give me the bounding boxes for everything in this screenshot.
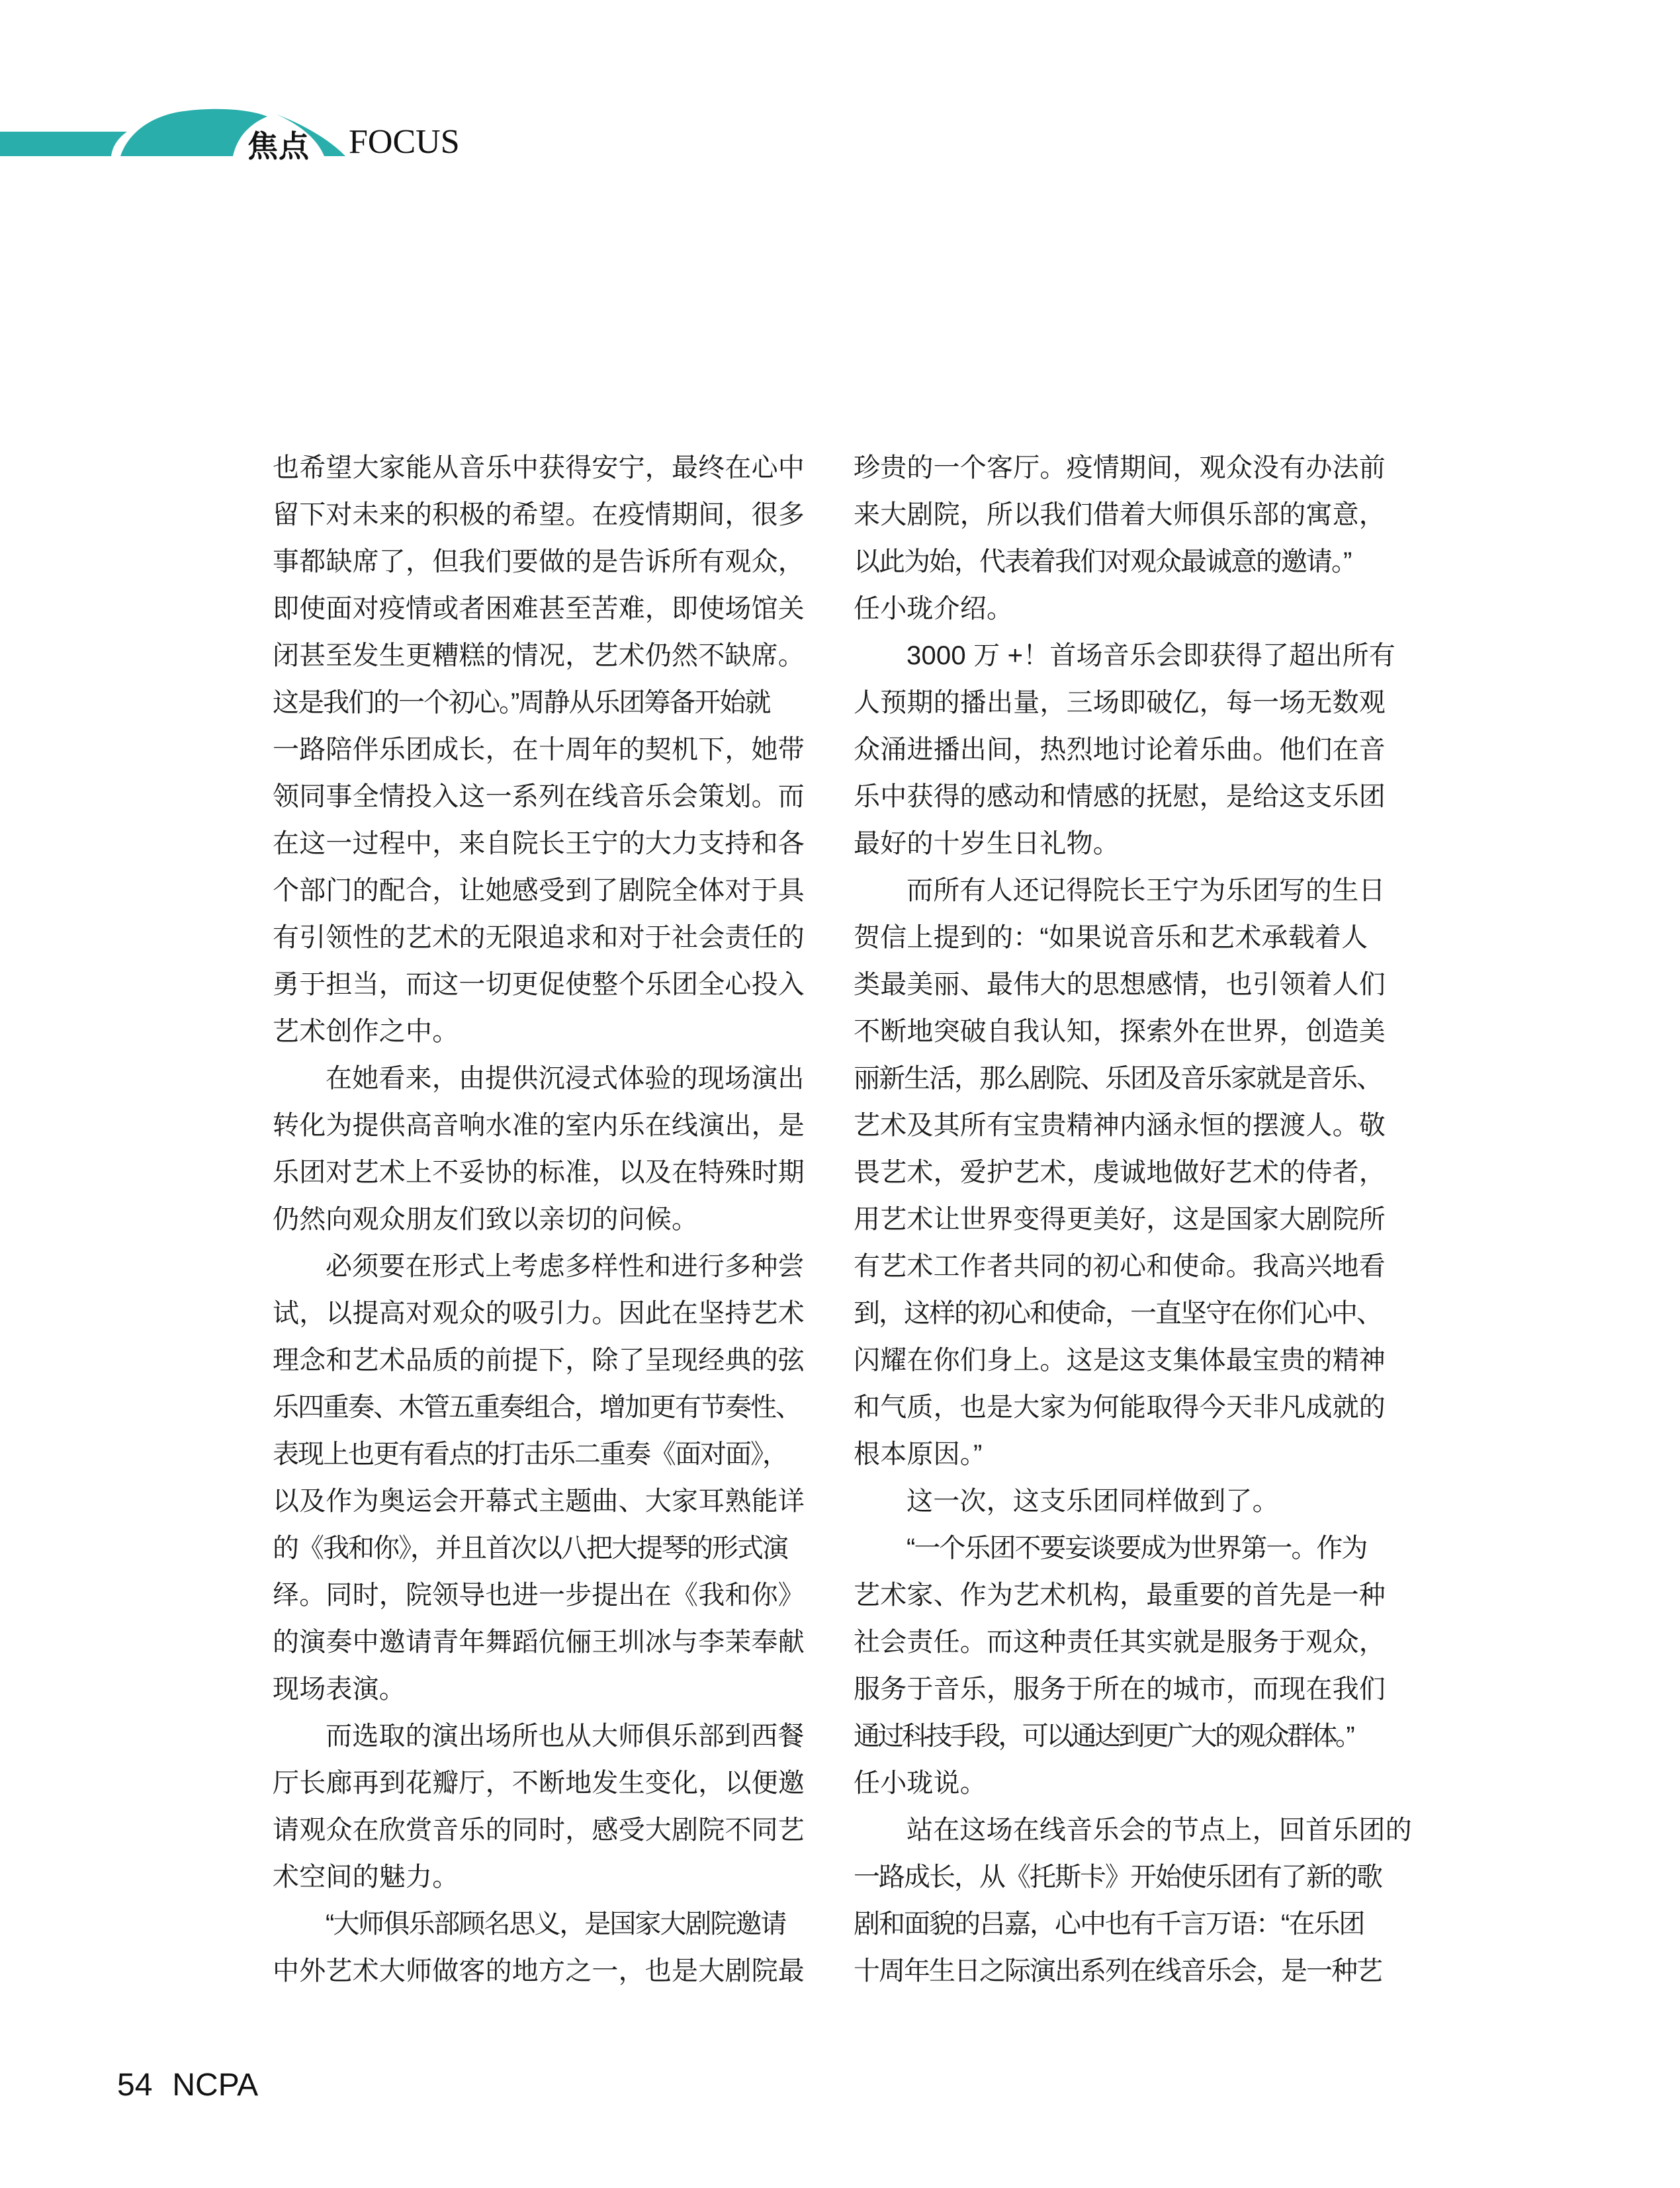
brand-label: NCPA [172,2068,259,2103]
text-line: 艺术及其所有宝贵精神内涵永恒的摆渡人。敬 [854,1111,1386,1140]
text-line: 十周年生日之际演出系列在线音乐会，是一种艺 [854,1956,1382,1986]
text-line: 珍贵的一个客厅。疫情期间，观众没有办法前 [854,453,1386,482]
text-line: 闭甚至发生更糟糕的情况，艺术仍然不缺席。 [273,641,805,670]
text-line: 的《我和你》，并且首次以八把大提琴的形式演 [273,1534,787,1563]
text-line: 不断地突破自我认知，探索外在世界，创造美 [854,1017,1386,1046]
text-line: 在她看来，由提供沉浸式体验的现场演出 [326,1064,805,1093]
text-line: 贺信上提到的：“如果说音乐和艺术承载着人 [854,923,1368,952]
text-line: “一个乐团不要妄谈要成为世界第一。作为 [906,1534,1367,1563]
text-line: 以此为始，代表着我们对观众最诚意的邀请。” [854,547,1351,576]
text-line: 也希望大家能从音乐中获得安宁，最终在心中 [273,453,805,482]
text-line: 勇于担当，而这一切更促使整个乐团全心投入 [273,970,805,999]
text-line: 理念和艺术品质的前提下，除了呈现经典的弦 [273,1346,805,1375]
text-line: 即使面对疫情或者困难甚至苦难，即使场馆关 [273,594,805,623]
text-line: 最好的十岁生日礼物。 [854,829,1120,858]
text-line: 根本原因。” [854,1440,983,1469]
text-line: 而选取的演出场所也从大师俱乐部到西餐 [326,1722,805,1751]
text-line: 乐中获得的感动和情感的抚慰，是给这支乐团 [854,782,1386,811]
text-line: 中外艺术大师做客的地方之一，也是大剧院最 [273,1956,805,1986]
text-line: 必须要在形式上考虑多样性和进行多种尝 [326,1252,805,1281]
section-title-english: FOCUS [349,123,460,161]
text-line: 而所有人还记得院长王宁为乐团写的生日 [906,876,1386,905]
text-line: 艺术创作之中。 [273,1017,459,1046]
text-line: 用艺术让世界变得更美好，这是国家大剧院所 [854,1205,1386,1234]
text-line: 乐四重奏、木管五重奏组合，增加更有节奏性、 [273,1393,801,1422]
text-line: 任小珑说。 [854,1769,987,1798]
text-line: “大师俱乐部顾名思义，是国家大剧院邀请 [326,1909,786,1939]
text-line: 来大剧院，所以我们借着大师俱乐部的寓意， [854,500,1386,529]
text-line: 剧和面貌的吕嘉，心中也有千言万语：“在乐团 [854,1909,1364,1939]
text-line: 闪耀在你们身上。这是这支集体最宝贵的精神 [854,1346,1386,1375]
text-line: 3000 万 +！首场音乐会即获得了超出所有 [906,641,1395,670]
text-line: 留下对未来的积极的希望。在疫情期间，很多 [273,500,805,529]
text-line: 艺术家、作为艺术机构，最重要的首先是一种 [854,1581,1386,1610]
text-line: 丽新生活，那么剧院、乐团及音乐家就是音乐、 [854,1064,1382,1093]
text-line: 有引领性的艺术的无限追求和对于社会责任的 [273,923,805,952]
text-line: 服务于音乐，服务于所在的城市，而现在我们 [854,1675,1386,1704]
text-line: 乐团对艺术上不妥协的标准，以及在特殊时期 [273,1158,805,1187]
text-line: 类最美丽、最伟大的思想感情，也引领着人们 [854,970,1386,999]
text-line: 的演奏中邀请青年舞蹈伉俪王圳冰与李茉奉献 [273,1628,805,1657]
text-line: 现场表演。 [273,1675,406,1704]
text-line: 站在这场在线音乐会的节点上，回首乐团的 [906,1816,1412,1845]
text-line: 个部门的配合，让她感受到了剧院全体对于具 [273,876,805,905]
header-dome-shape [120,109,267,156]
text-line: 转化为提供高音响水准的室内乐在线演出，是 [273,1111,805,1140]
text-line: 众涌进播出间，热烈地讨论着乐曲。他们在音 [854,735,1386,764]
text-line: 和气质，也是大家为何能取得今天非凡成就的 [854,1393,1386,1422]
text-line: 以及作为奥运会开幕式主题曲、大家耳熟能详 [273,1487,805,1516]
text-line: 任小珑介绍。 [854,594,1014,623]
text-line: 请观众在欣赏音乐的同时，感受大剧院不同艺 [273,1816,805,1845]
article-column-right [854,445,1412,1995]
text-line: 社会责任。而这种责任其实就是服务于观众， [854,1628,1386,1657]
article-column-left [273,445,804,1995]
text-line: 畏艺术，爱护艺术，虔诚地做好艺术的侍者， [854,1158,1386,1187]
page-footer [117,2070,258,2101]
text-line: 这一次，这支乐团同样做到了。 [906,1487,1279,1516]
text-line: 试，以提高对观众的吸引力。因此在坚持艺术 [273,1299,805,1328]
text-line: 通过科技手段，可以通达到更广大的观众群体。” [854,1722,1353,1751]
text-line: 到，这样的初心和使命，一直坚守在你们心中、 [854,1299,1382,1328]
text-line: 这是我们的一个初心。”周静从乐团筹备开始就 [273,688,770,717]
text-line: 绎。同时，院领导也进一步提出在《我和你》 [273,1581,805,1610]
text-line: 有艺术工作者共同的初心和使命。我高兴地看 [854,1252,1386,1281]
text-line: 领同事全情投入这一系列在线音乐会策划。而 [273,782,805,811]
header-bar-shape [0,132,127,156]
text-line: 表现上也更有看点的打击乐二重奏《面对面》， [273,1440,787,1469]
text-line: 厅长廊再到花瓣厅，不断地发生变化，以便邀 [273,1769,805,1798]
section-title-chinese: 焦点 [247,129,310,163]
text-line: 人预期的播出量，三场即破亿，每一场无数观 [854,688,1386,717]
page-number: 54 [117,2068,153,2103]
text-line: 术空间的魅力。 [273,1862,459,1892]
text-line: 事都缺席了，但我们要做的是告诉所有观众， [273,547,805,576]
text-line: 仍然向观众朋友们致以亲切的问候。 [273,1205,699,1234]
text-line: 在这一过程中，来自院长王宁的大力支持和各 [273,829,805,858]
text-line: 一路陪伴乐团成长，在十周年的契机下，她带 [273,735,805,764]
text-line: 一路成长，从《托斯卡》开始使乐团有了新的歌 [854,1862,1382,1892]
